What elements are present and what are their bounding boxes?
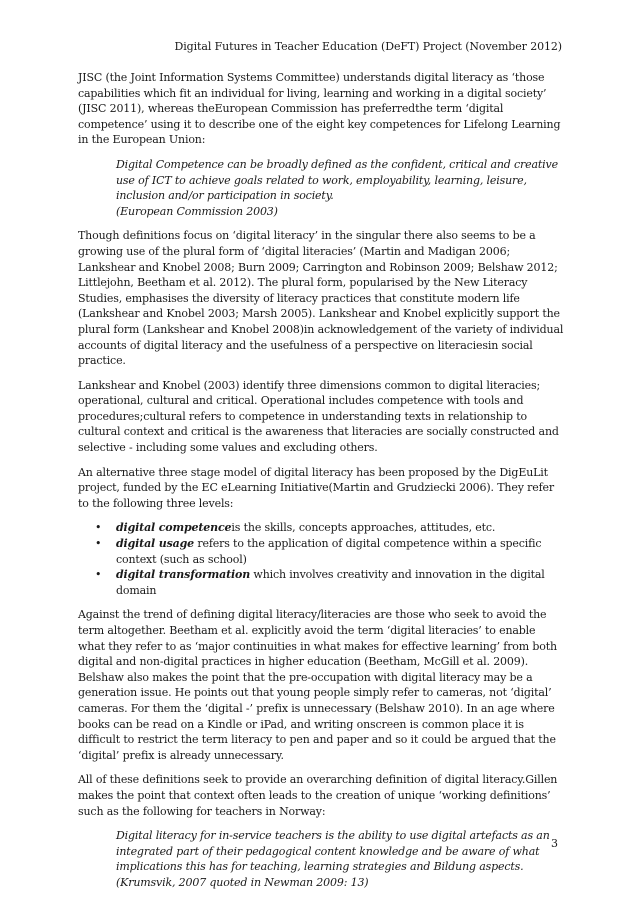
- level-term: digital usage: [116, 537, 195, 551]
- level-term: digital transformation: [116, 568, 251, 582]
- quote-text: Digital Competence can be broadly defined as the confident, critical and creative use of ICT to achieve goals related to work, employability, learning, leisure, inclusion and/or participation in society.: [116, 157, 558, 203]
- level-description: is the skills, concepts approaches, attitudes, etc.: [231, 521, 496, 535]
- body-text: [78, 70, 564, 900]
- level-description: which involves creativity and innovation in the digital domain: [116, 568, 545, 597]
- block-quote-european-commission: [116, 157, 564, 219]
- list-item: [78, 567, 564, 598]
- paragraph-jisc-definition: JISC (the Joint Information Systems Committee) understands digital literacy as ‘those capabilities which fit an individual for living, learning and working in a digital society’ (JISC 2011), whereas theEuropean Commission has preferredthe term ‘digital competence’ using it to describe one of the eight key competences for Lifelong Learning in the European Union:: [78, 71, 561, 147]
- levels-list: [78, 520, 564, 598]
- bullet-icon: •: [95, 521, 102, 535]
- running-header: Digital Futures in Teacher Education (DeFT) Project (November 2012): [174, 40, 562, 53]
- list-item: [78, 536, 564, 567]
- block-quote-krumsvik: [116, 828, 564, 890]
- page-number: 3: [551, 837, 558, 850]
- bullet-icon: •: [95, 537, 102, 551]
- level-description: refers to the application of digital competence within a specific context (such as school): [116, 537, 542, 566]
- paragraph-plural-form: Though definitions focus on ‘digital literacy’ in the singular there also seems to be a growing use of the plural form of ‘digital literacies’ (Martin and Madigan 2006; Lankshear and Knobel 2008; Burn 2009; Carrington and Robinson 2009; Belshaw 2012; Littlejohn, Beetham et al. 2012). The plural form, popularised by the New Literacy Studies, emphasises the diversity of literacy practices that constitute modern life (Lankshear and Knobel 2003; Marsh 2005). Lankshear and Knobel explicitly support the plural form (Lankshear and Knobel 2008)in acknowledgement of the variety of individual accounts of digital literacy and the usefulness of a perspective on literaciesin social practice.: [78, 229, 564, 368]
- quote-source: (European Commission 2003): [116, 204, 278, 218]
- paragraph-overarching-definition: All of these definitions seek to provide an overarching definition of digital literacy.Gillen makes the point that context often leads to the creation of unique ‘working definitions’ such as the following for teachers in Norway:: [78, 773, 558, 818]
- paragraph-digeulit-model: An alternative three stage model of digital literacy has been proposed by the DigEuLit project, funded by the EC eLearning Initiative(Martin and Grudziecki 2006). They refer to the following three levels:: [78, 465, 554, 510]
- paragraph-avoid-term: Against the trend of defining digital literacy/literacies are those who seek to avoid the term altogether. Beetham et al. explicitly avoid the term ‘digital literacies’ to enable what they refer to as ‘major continuities in what makes for effective learning’ from both digital and non-digital practices in higher education (Beetham, McGill et al. 2009). Belshaw also makes the point that the pre-occupation with digital literacy may be a generation issue. He points out that young people simply refer to cameras, not ‘digital’ cameras. For them the ‘digital -’ prefix is unnecessary (Belshaw 2010). In an age where books can be read on a Kindle or iPad, and writing onscreen is common place it is difficult to restrict the term literacy to pen and paper and so it could be argued that the ‘digital’ prefix is already unnecessary.: [78, 608, 557, 762]
- quote-source: (Krumsvik, 2007 quoted in Newman 2009: 13): [116, 875, 369, 889]
- quote-text: Digital literacy for in-service teachers is the ability to use digital artefacts as an integrated part of their pedagogical content knowledge and be aware of what implications this has for teaching, learning strategies and Bildung aspects.: [116, 829, 550, 874]
- bullet-icon: •: [95, 568, 102, 582]
- paragraph-three-dimensions: Lankshear and Knobel (2003) identify three dimensions common to digital literacies; operational, cultural and critical. Operational includes competence with tools and procedures;cultural refers to competence in understanding texts in relationship to cultural context and critical is the awareness that literacies are socially constructed and selective - including some values and excluding others.: [78, 378, 559, 455]
- level-term: digital competence: [116, 521, 232, 535]
- list-item: [78, 520, 564, 536]
